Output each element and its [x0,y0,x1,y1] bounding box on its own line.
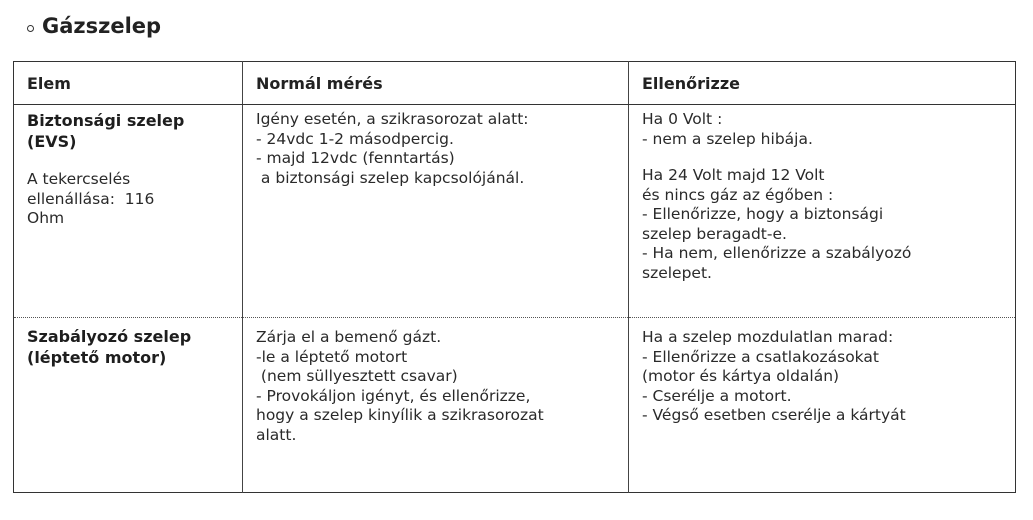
paragraph-gap [642,149,1015,166]
bullet-circle-icon [27,25,34,32]
measurement-line: hogy a szelep kinyílik a szikrasorozat [256,406,544,424]
element-cell [14,318,243,493]
check-line: Ha a szelep mozdulatlan marad: [642,328,894,346]
header-normal-measurement: Normál mérés [243,62,629,105]
check-line: - Ellenőrizze a csatlakozásokat [642,347,879,366]
element-title-line: (léptető motor) [27,348,167,367]
section-title: Gázszelep [42,14,162,38]
measurement-line: -le a léptető motort [256,347,408,366]
element-note-line: A tekercselés [27,170,131,188]
element-title [27,326,242,368]
check-line: szelep beragadt-e. [642,224,787,243]
check-line: - Ha nem, ellenőrizze a szabályozó [642,244,912,262]
header-elem: Elem [14,62,243,105]
element-title-line: Szabályozó szelep [27,327,192,346]
header-check: Ellenőrizze [629,62,1016,105]
measurement-line: - Provokáljon igényt, és ellenőrizze, [256,386,531,405]
table-header-row [14,62,1016,105]
check-line: - Végső esetben cserélje a kártyát [642,406,906,424]
check-line: Ha 24 Volt majd 12 Volt [642,166,825,184]
section-heading [27,14,161,38]
measurement-line: - majd 12vdc (fenntartás) [256,149,455,167]
gas-valve-table [13,61,1016,493]
check-cell [629,318,1016,493]
check-cell [629,105,1016,318]
element-note [27,170,242,229]
measurement-line: Zárja el a bemenő gázt. [256,328,442,346]
element-title-line: Biztonsági szelep [27,111,185,130]
measurement-line: (nem süllyesztett csavar) [256,367,458,385]
table-row [14,318,1016,493]
check-line: és nincs gáz az égőben : [642,185,834,204]
check-line: - Ellenőrizze, hogy a biztonsági [642,205,884,223]
element-title [27,110,242,152]
check-line: (motor és kártya oldalán) [642,367,840,385]
measurement-line: - 24vdc 1-2 másodpercig. [256,129,454,148]
measurement-cell [243,318,629,493]
element-title-line: (EVS) [27,132,77,151]
measurement-line: alatt. [256,425,297,444]
check-line: Ha 0 Volt : [642,110,723,128]
measurement-cell [243,105,629,318]
check-line: - nem a szelep hibája. [642,129,813,148]
measurement-line: Igény esetén, a szikrasorozat alatt: [256,110,529,128]
check-line: szelepet. [642,263,712,282]
element-cell [14,105,243,318]
check-line: - Cserélje a motort. [642,386,792,405]
table-row [14,105,1016,318]
measurement-line: a biztonsági szelep kapcsolójánál. [256,168,525,187]
element-note-line: ellenállása: 116 [27,189,155,208]
element-note-line: Ohm [27,209,65,227]
